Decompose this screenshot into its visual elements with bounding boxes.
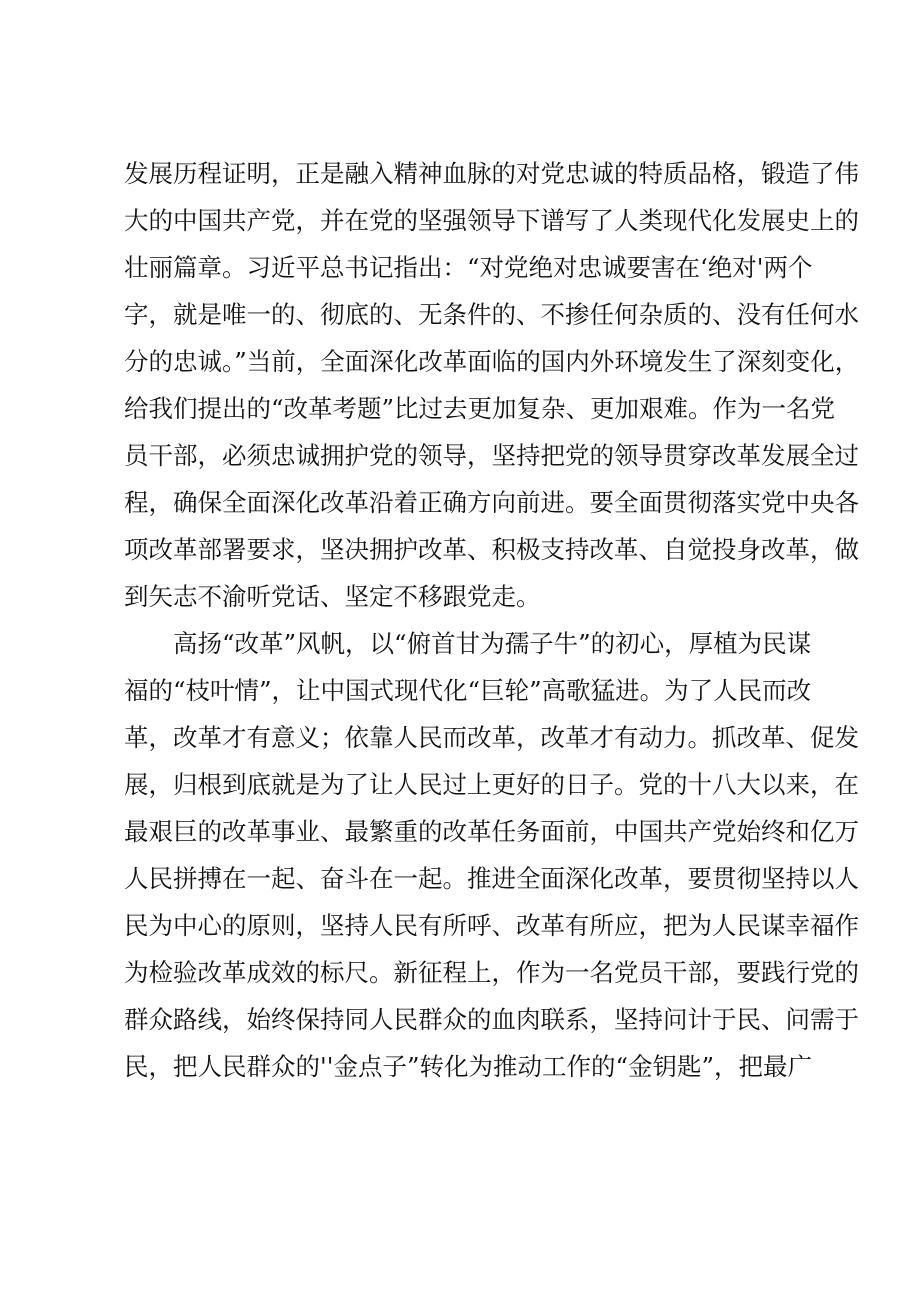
text-line: 展，归根到底就是为了让人民过上更好的日子。党的十八大以来，在 [124, 770, 859, 799]
text-line: 为检验改革成效的标尺。新征程上，作为一名党员干部，要践行党的 [124, 958, 859, 987]
text-line: 最艰巨的改革事业、最繁重的改革任务面前，中国共产党始终和亿万 [124, 817, 859, 846]
text-line: 员干部，必须忠诚拥护党的领导，坚持把党的领导贯穿改革发展全过 [124, 441, 859, 470]
text-line: 大的中国共产党，并在党的坚强领导下谱写了人类现代化发展史上的 [124, 206, 859, 235]
text-line: 发展历程证明，正是融入精神血脉的对党忠诚的特质品格，锻造了伟 [124, 159, 859, 188]
text-line: 程，确保全面深化改革沿着正确方向前进。要全面贯彻落实党中央各 [124, 488, 859, 517]
paragraph-1 [124, 150, 860, 620]
text-line: 高扬“改革”风帆，以“俯首甘为孺子牛”的初心，厚植为民谋 [173, 629, 812, 658]
text-line: 革，改革才有意义；依靠人民而改革，改革才有动力。抓改革、促发 [124, 723, 859, 752]
document-body [124, 150, 860, 1090]
text-line: 群众路线，始终保持同人民群众的血肉联系，坚持问计于民、问需于 [124, 1005, 859, 1034]
text-line: 字，就是唯一的、彻底的、无条件的、不掺任何杂质的、没有任何水 [124, 300, 859, 329]
paragraph-2 [124, 620, 859, 1090]
text-line: 到矢志不渝听党话、坚定不移跟党走。 [124, 582, 541, 611]
text-line: 项改革部署要求，坚决拥护改革、积极支持改革、自觉投身改革，做 [124, 535, 859, 564]
text-line: 分的忠诚。”当前，全面深化改革面临的国内外环境发生了深刻变化， [124, 347, 860, 376]
text-line: 人民拼搏在一起、奋斗在一起。推进全面深化改革，要贯彻坚持以人 [124, 864, 859, 893]
text-line: 民，把人民群众的''金点子”转化为推动工作的“金钥匙”，把最广 [124, 1052, 813, 1081]
text-line: 福的“枝叶情”，让中国式现代化“巨轮”高歌猛进。为了人民而改 [124, 676, 812, 705]
text-line: 壮丽篇章。习近平总书记指出：“对党绝对忠诚要害在‘绝对'两个 [124, 253, 813, 282]
text-line: 民为中心的原则，坚持人民有所呼、改革有所应，把为人民谋幸福作 [124, 911, 859, 940]
text-line: 给我们提出的“改革考题”比过去更加复杂、更加艰难。作为一名党 [124, 394, 836, 423]
